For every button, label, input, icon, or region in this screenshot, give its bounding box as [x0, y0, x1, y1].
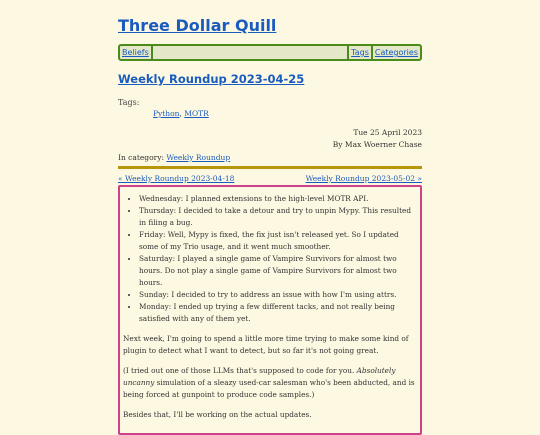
prev-next-nav: [118, 174, 422, 183]
day-list: [123, 193, 417, 325]
list-item: • Sunday: I decided to try to address an issue with how I'm using attrs.: [139, 289, 417, 301]
paragraph-besides: Besides that, I'll be working on the actual updates.: [123, 410, 312, 419]
paragraph-next-week: Next week, I'm going to spend a little more time trying to make some kind of plugin to detect what I want to detect, but so far it's not going great.: [123, 334, 409, 355]
llm-text-b: simulation of a sleazy used-car salesman who's been abducted, and is being forced at gunpoint to produce code samples.): [123, 378, 415, 399]
post-date: Tue 25 April 2023: [353, 128, 422, 137]
post-author: By Max Woerner Chase: [332, 140, 422, 149]
nav-tags-link[interactable]: Tags: [347, 46, 371, 59]
list-item: • Thursday: I decided to take a detour and try to unpin Mypy. This resulted in filing a bug.: [139, 205, 417, 229]
list-item: • Monday: I ended up trying a few different tacks, and not really being satisfied with any of them yet.: [139, 301, 417, 325]
post-meta: [118, 127, 422, 151]
next-post-link[interactable]: Weekly Roundup 2023-05-02 »: [305, 174, 422, 183]
tag-link-motr[interactable]: MOTR: [184, 109, 209, 118]
category-link[interactable]: Weekly Roundup: [166, 153, 231, 162]
nav-beliefs-link[interactable]: Beliefs: [120, 46, 153, 59]
list-item: • Friday: Well, Mypy is fixed, the fix just isn't released yet. So I updated some of my Trio usage, and it went much smoother.: [139, 229, 417, 253]
llm-emphasis: Absolutely uncanny: [123, 366, 396, 387]
list-item: • Saturday: I played a single game of Vampire Survivors for almost two hours. Do not play a single game of Vampire Survivors for almost two hours.: [139, 253, 417, 289]
list-item: • Wednesday: I planned extensions to the high-level MOTR API.: [139, 193, 417, 205]
nav-bar: [118, 44, 422, 61]
post-category: [118, 153, 422, 162]
prev-post-link[interactable]: « Weekly Roundup 2023-04-18: [118, 174, 235, 183]
tag-link-python[interactable]: Python: [153, 109, 180, 118]
nav-spacer: [153, 46, 347, 59]
site-title-link[interactable]: Three Dollar Quill: [118, 16, 277, 35]
nav-categories-link[interactable]: Categories: [371, 46, 420, 59]
post-content: [118, 185, 422, 435]
tags-list: [153, 109, 422, 118]
tags-label: Tags:: [118, 98, 140, 107]
llm-text-a: (I tried out one of those LLMs that's supposed to code for you.: [123, 366, 357, 375]
page: [118, 0, 422, 435]
paragraph-llm: [123, 365, 417, 401]
category-label: In category:: [118, 153, 164, 162]
tag-separator: ,: [179, 109, 185, 118]
divider: [118, 166, 422, 169]
post-title-link[interactable]: Weekly Roundup 2023-04-25: [118, 72, 305, 86]
